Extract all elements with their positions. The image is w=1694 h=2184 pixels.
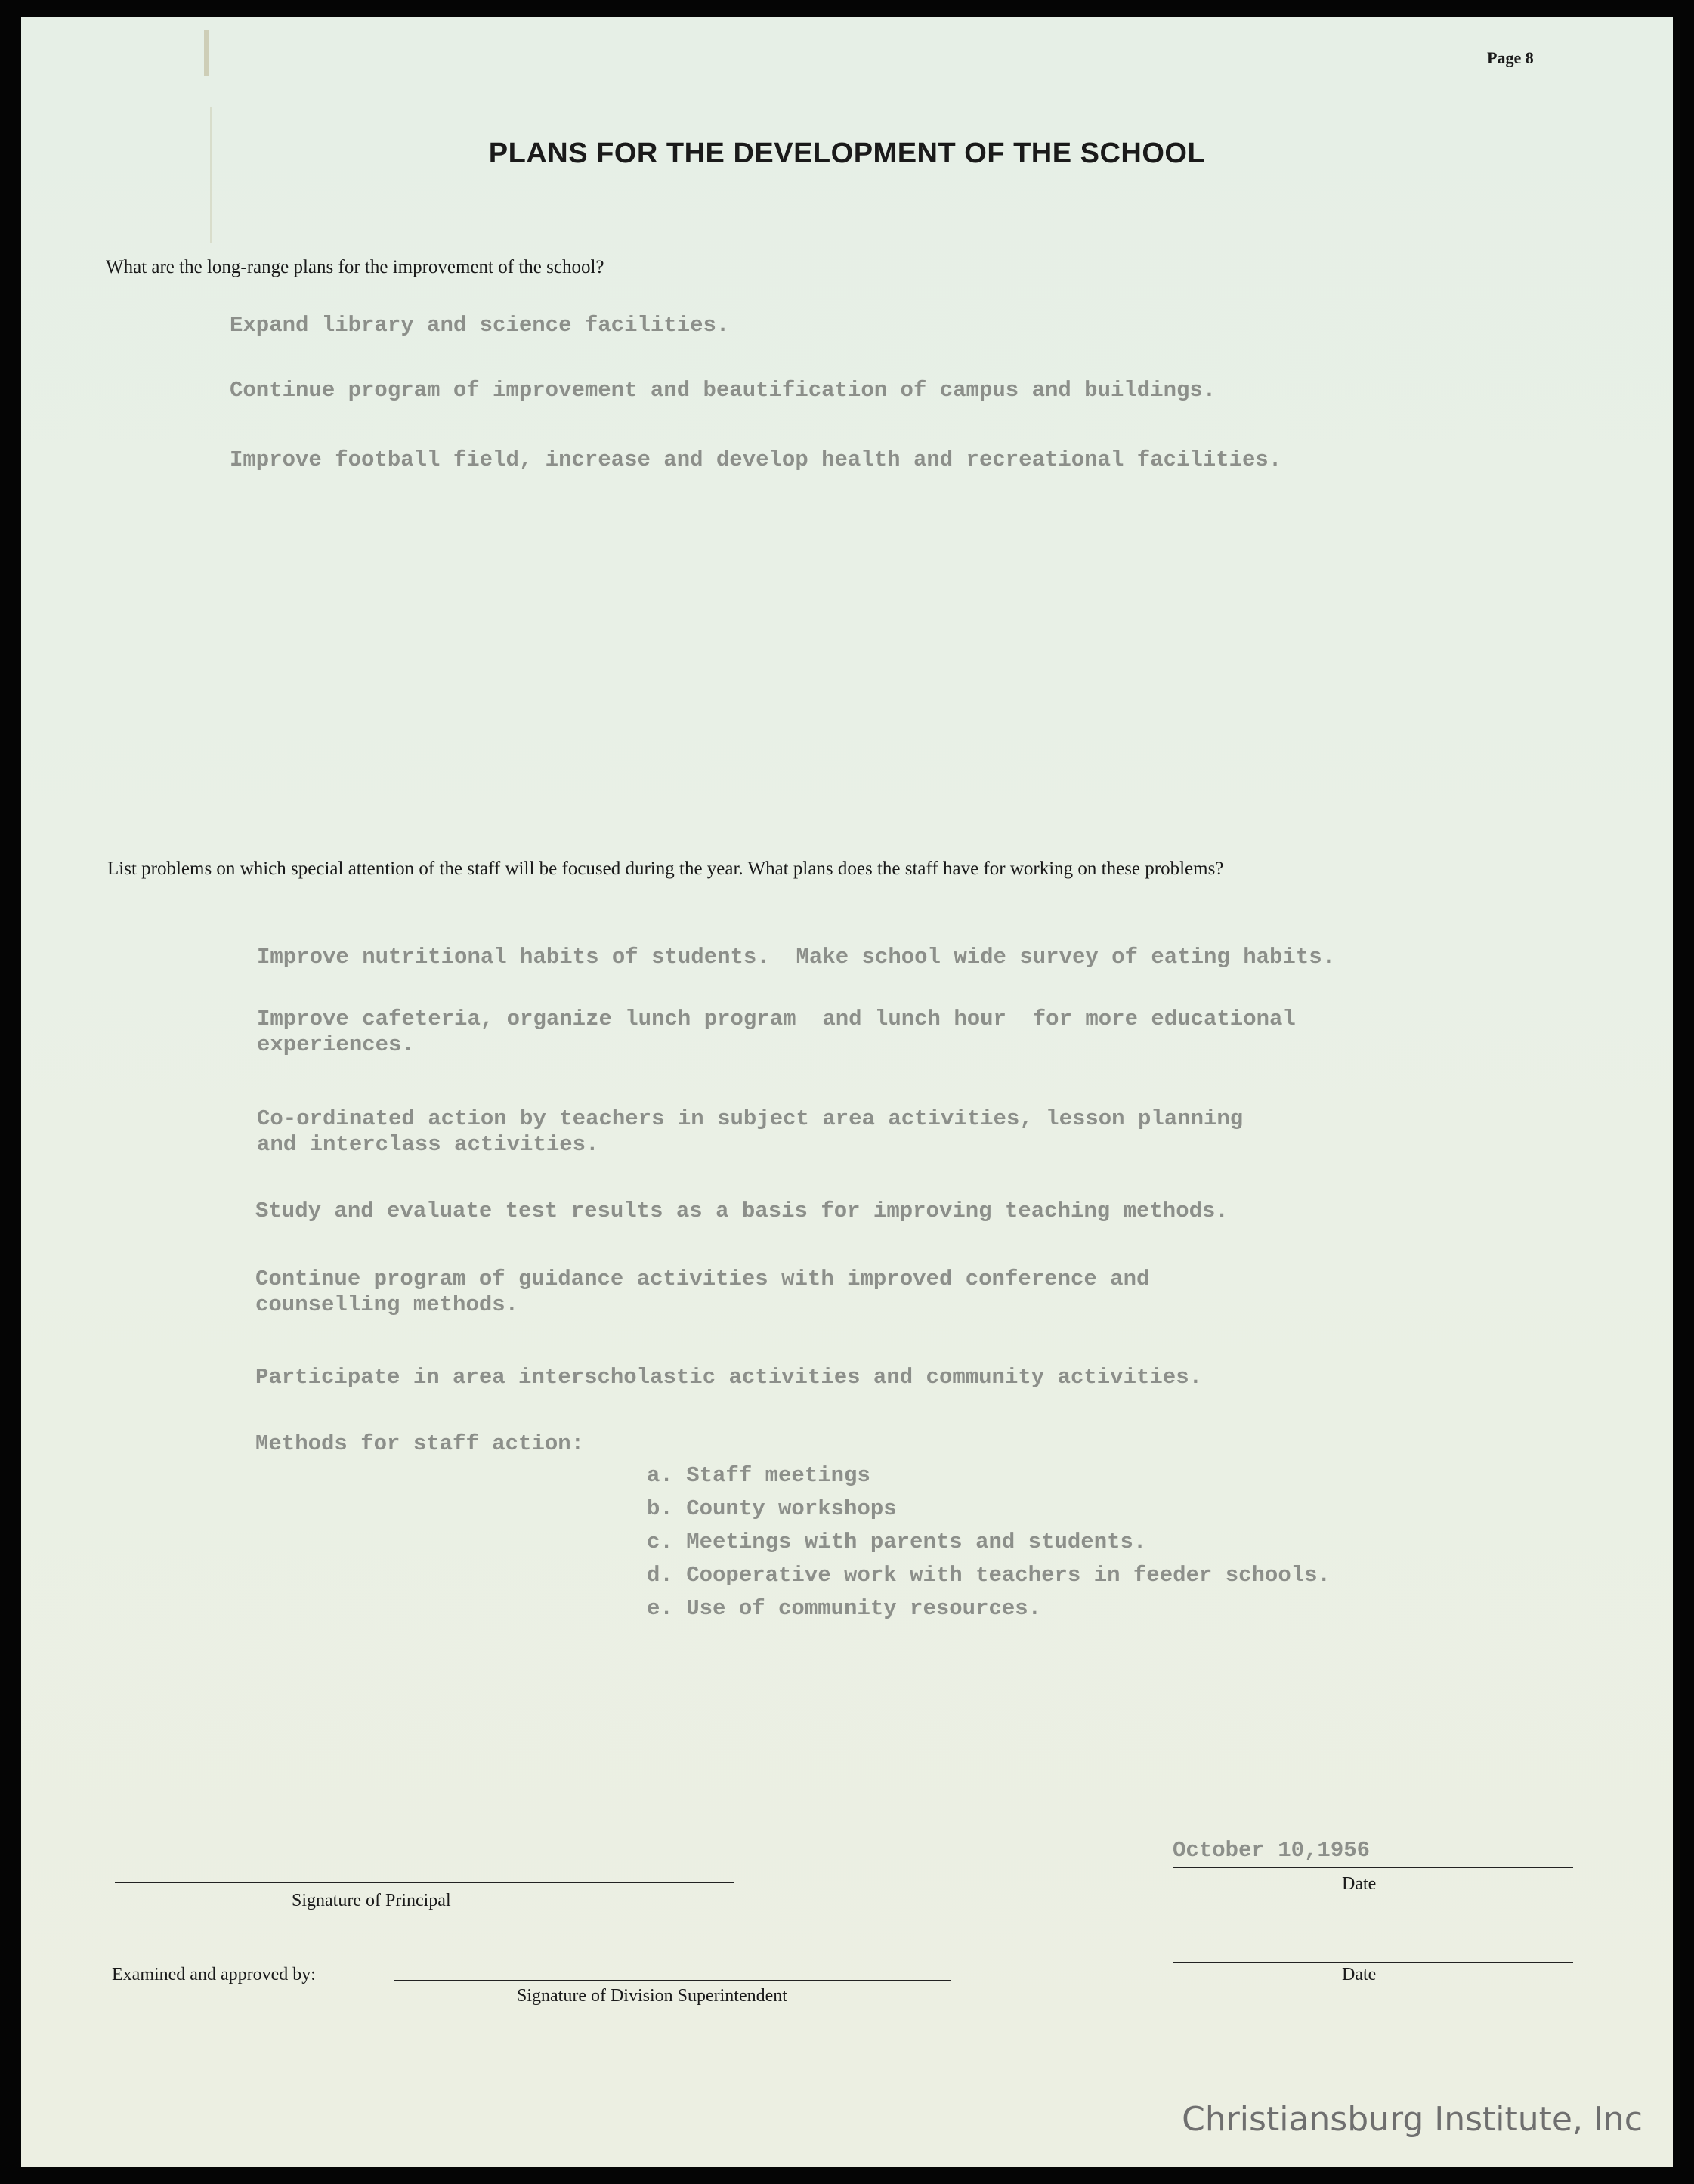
problem-item: Co-ordinated action by teachers in subject area activities, lesson planning and interclass activities. (257, 1106, 1244, 1157)
superintendent-signature-line (394, 1980, 951, 1981)
plan-item: Expand library and science facilities. (230, 313, 730, 338)
plan-item: Improve football field, increase and develop health and recreational facilities. (230, 447, 1282, 472)
document-page (21, 17, 1673, 2167)
date-line-2 (1173, 1962, 1573, 1963)
date-value: October 10,1956 (1173, 1838, 1371, 1863)
problem-item: Improve cafeteria, organize lunch program and lunch hour for more educational experiences. (257, 1007, 1296, 1057)
problem-item: Methods for staff action: (255, 1431, 585, 1456)
paper-stain (210, 107, 212, 243)
question-long-range: What are the long-range plans for the improvement of the school? (106, 257, 604, 277)
method-item: e. Use of community resources. (647, 1596, 1042, 1621)
question-problems: List problems on which special attention of the staff will be focused during the year. What plans does the staff have for working on these problems? (107, 858, 1224, 879)
date-label-2: Date (1342, 1965, 1377, 1984)
method-item: a. Staff meetings (647, 1463, 870, 1488)
principal-signature-line (115, 1882, 734, 1883)
page-title: PLANS FOR THE DEVELOPMENT OF THE SCHOOL (488, 138, 1206, 169)
problem-item: Study and evaluate test results as a basis for improving teaching methods. (255, 1199, 1229, 1223)
problem-item: Continue program of guidance activities with improved conference and counselling methods. (255, 1267, 1150, 1317)
page-number: Page 8 (1487, 48, 1534, 67)
date-line-1 (1173, 1867, 1573, 1868)
watermark-text: Christiansburg Institute, Inc (1182, 2100, 1643, 2139)
superintendent-signature-label: Signature of Division Superintendent (517, 1986, 787, 2006)
paper-stain (204, 30, 209, 76)
method-item: d. Cooperative work with teachers in feeder schools. (647, 1563, 1331, 1588)
method-item: b. County workshops (647, 1496, 897, 1521)
examined-label: Examined and approved by: (112, 1965, 316, 1984)
problem-item: Improve nutritional habits of students. Make school wide survey of eating habits. (257, 945, 1336, 970)
principal-signature-label: Signature of Principal (292, 1891, 451, 1910)
problem-item: Participate in area interscholastic activities and community activities. (255, 1365, 1203, 1390)
plan-item: Continue program of improvement and beautification of campus and buildings. (230, 378, 1216, 403)
date-label-1: Date (1342, 1874, 1377, 1894)
method-item: c. Meetings with parents and students. (647, 1530, 1147, 1554)
